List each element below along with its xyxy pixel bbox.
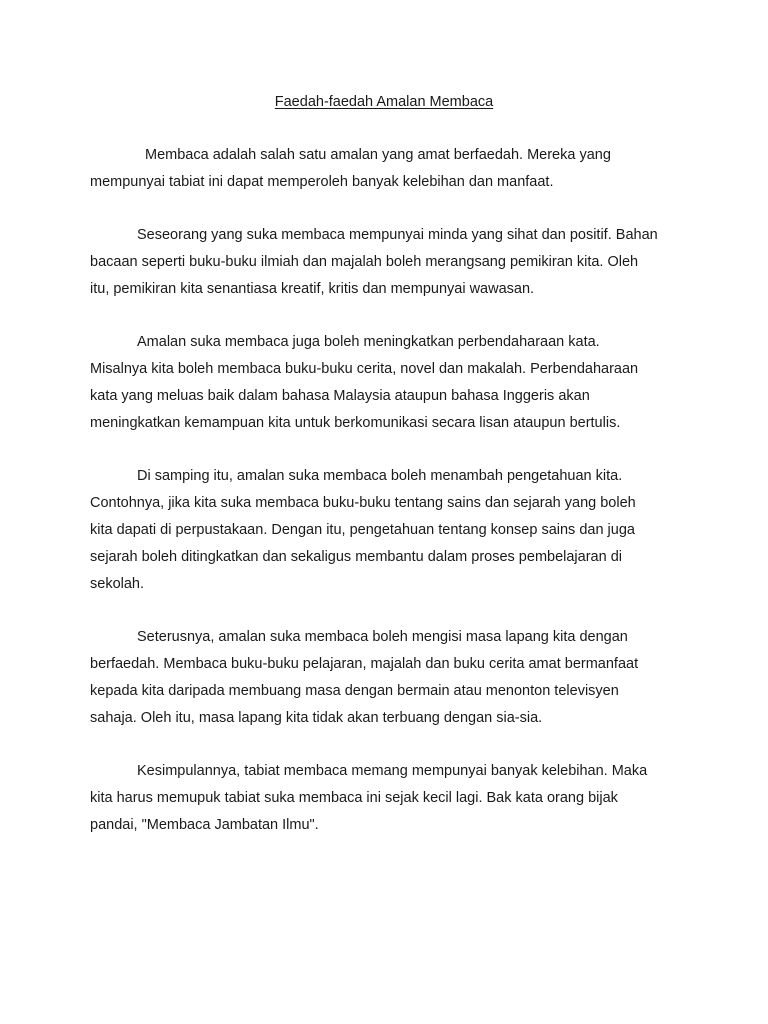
paragraph-line: meningkatkan kemampuan kita untuk berkomunikasi secara lisan ataupun bertulis. (90, 415, 621, 431)
paragraph-line: kita harus memupuk tabiat suka membaca ini sejak kecil lagi. Bak kata orang bijak (90, 790, 618, 806)
paragraph-6 (90, 758, 690, 839)
paragraph-line: Seterusnya, amalan suka membaca boleh mengisi masa lapang kita dengan (137, 629, 628, 645)
paragraph-line: Membaca adalah salah satu amalan yang amat berfaedah. Mereka yang (145, 147, 611, 163)
document-title: Faedah-faedah Amalan Membaca (274, 94, 494, 110)
paragraph-line: kepada kita daripada membuang masa dengan bermain atau menonton televisyen (90, 683, 619, 699)
paragraph-line: Seseorang yang suka membaca mempunyai minda yang sihat dan positif. Bahan (137, 227, 658, 243)
paragraph-line: Contohnya, jika kita suka membaca buku-buku tentang sains dan sejarah yang boleh (90, 495, 636, 511)
paragraph-line: sekolah. (90, 576, 145, 592)
paragraph-line: bacaan seperti buku-buku ilmiah dan majalah boleh merangsang pemikiran kita. Oleh (90, 254, 639, 270)
paragraph-line: pandai, "Membaca Jambatan Ilmu". (90, 817, 319, 833)
paragraph-line: mempunyai tabiat ini dapat memperoleh banyak kelebihan dan manfaat. (90, 174, 554, 190)
paragraph-line: itu, pemikiran kita senantiasa kreatif, kritis dan mempunyai wawasan. (90, 281, 535, 297)
paragraph-line: Amalan suka membaca juga boleh meningkatkan perbendaharaan kata. (137, 334, 600, 350)
paragraph-line: sahaja. Oleh itu, masa lapang kita tidak akan terbuang dengan sia-sia. (90, 710, 543, 726)
paragraph-1 (90, 142, 690, 196)
paragraph-2 (90, 222, 690, 303)
paragraph-line: Misalnya kita boleh membaca buku-buku cerita, novel dan makalah. Perbendaharaan (90, 361, 639, 377)
paragraph-5 (90, 624, 690, 732)
paragraph-3 (90, 329, 690, 437)
paragraph-line: kita dapati di perpustakaan. Dengan itu, pengetahuan tentang konsep sains dan juga (90, 522, 635, 538)
paragraph-line: sejarah boleh ditingkatkan dan sekaligus membantu dalam proses pembelajaran di (90, 549, 622, 565)
paragraph-line: Di samping itu, amalan suka membaca boleh menambah pengetahuan kita. (137, 468, 623, 484)
paragraph-line: berfaedah. Membaca buku-buku pelajaran, majalah dan buku cerita amat bermanfaat (90, 656, 639, 672)
paragraph-line: Kesimpulannya, tabiat membaca memang mempunyai banyak kelebihan. Maka (137, 763, 648, 779)
paragraph-4 (90, 463, 690, 598)
document-body (90, 142, 690, 865)
paragraph-line: kata yang meluas baik dalam bahasa Malaysia ataupun bahasa Inggeris akan (90, 388, 590, 404)
